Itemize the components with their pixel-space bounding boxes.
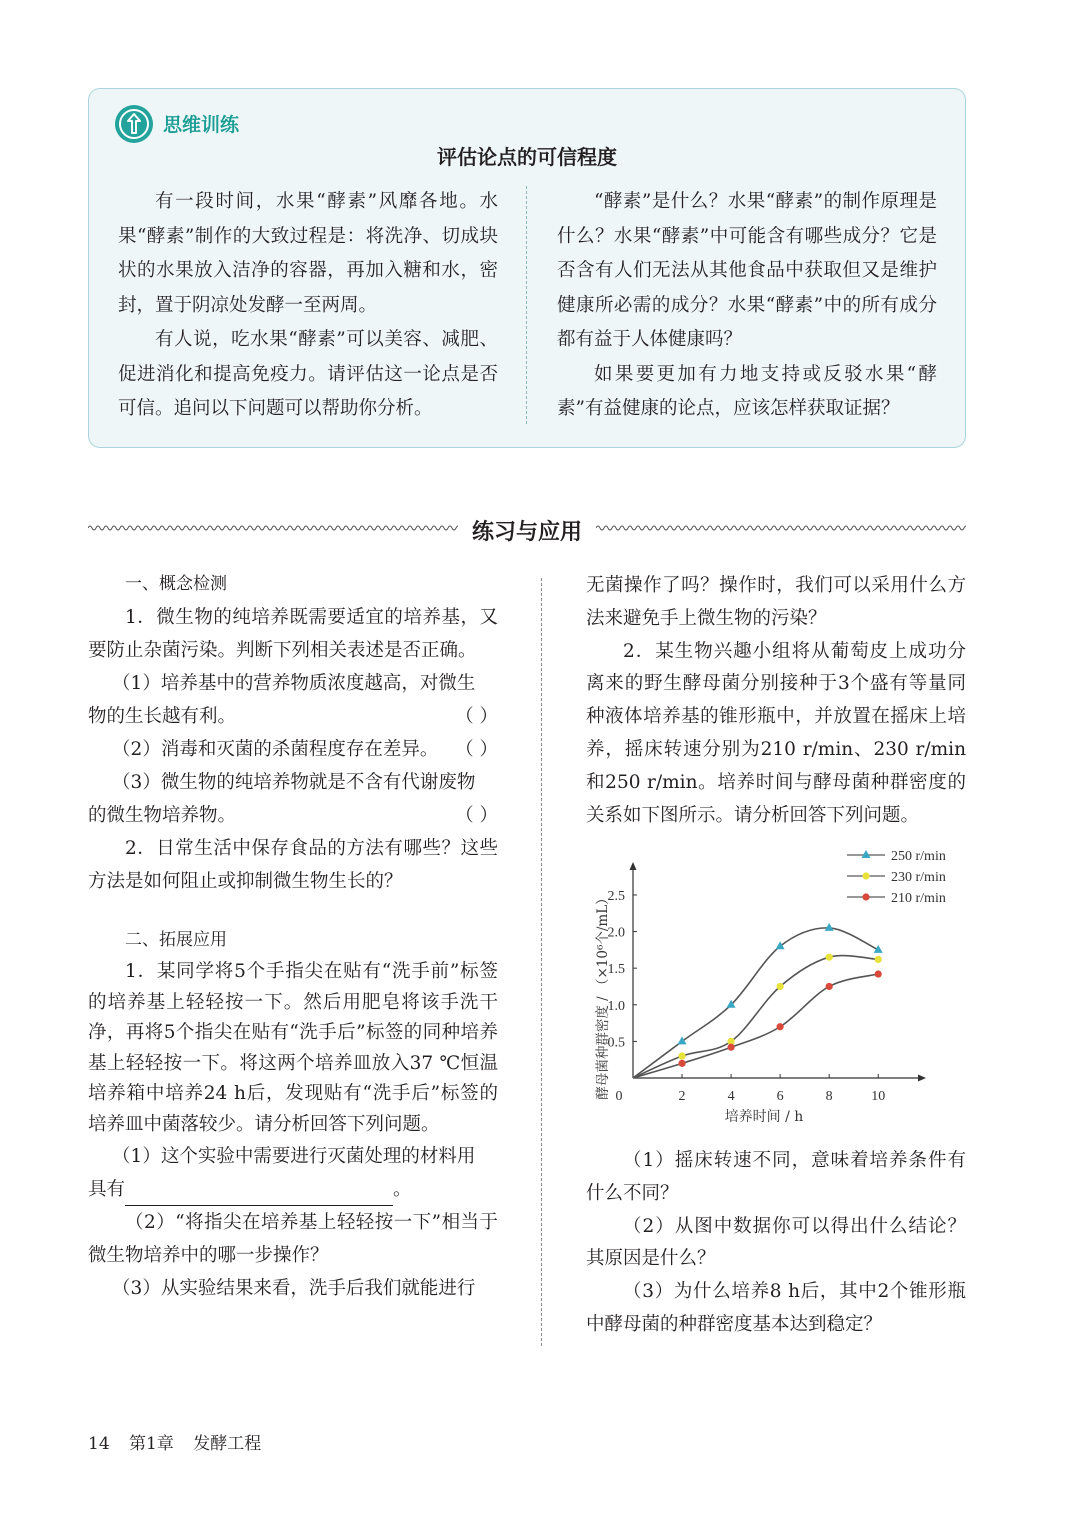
box-title: 评估论点的可信程度 (437, 145, 617, 169)
heading-extended-application: 二、拓展应用 (125, 930, 227, 950)
data-point (678, 1052, 685, 1059)
extended-question-1-3: （3）从实验结果来看，洗手后我们就能进行 (112, 1278, 476, 1299)
lightbulb-icon (115, 105, 153, 143)
box-paragraph: “酵素”是什么？水果“酵素”的制作原理是什么？水果“酵素”中可能含有哪些成分？它是否含有人们无法从其他食品中获取但又是维护健康所必需的成分？水果“酵素”中的所有成分都有益于人体健康吗？ (557, 191, 937, 350)
y-axis-title: 酵母菌种群密度 / （×10⁶个/mL） (595, 891, 611, 1100)
chapter-title: 发酵工程 (193, 1434, 262, 1454)
exercise-left-column (88, 568, 498, 1305)
x-tick-label: 8 (825, 1089, 833, 1104)
data-point (826, 954, 833, 961)
question-1-1: （1）培养基中的营养物质浓度越高，对微生 (112, 673, 476, 694)
page-footer (88, 1429, 275, 1454)
chapter-number: 第1章 (129, 1434, 174, 1454)
box-paragraph: 如果要更加有力地支持或反驳水果“酵素”有益健康的论点，应该怎样获取证据？ (557, 363, 937, 419)
chart-questions (586, 1145, 966, 1342)
extended-question-1-2: （2）“将指尖在培养基上轻轻按一下”相当于微生物培养中的哪一步操作？ (88, 1212, 498, 1266)
x-tick-label: 4 (727, 1089, 735, 1104)
data-point (776, 941, 785, 949)
heading-concept-check: 一、概念检测 (125, 574, 227, 594)
legend-marker (862, 893, 869, 900)
legend-marker (862, 850, 871, 858)
y-tick-label: 2.5 (607, 888, 625, 904)
x-tick-label: 10 (871, 1089, 886, 1104)
legend-marker (862, 872, 869, 879)
data-point (875, 970, 882, 977)
x-axis-arrow (918, 1075, 926, 1082)
data-point (777, 1023, 784, 1030)
box-label: 思维训练 (163, 114, 240, 136)
y-axis-arrow (630, 862, 637, 870)
box-left-column (118, 185, 498, 427)
extended-question-2-3: （3）为什么培养8 h后，其中2个锥形瓶中酵母菌的种群密度基本达到稳定？ (586, 1281, 966, 1335)
column-divider (541, 578, 542, 1346)
legend-label: 230 r/min (891, 870, 946, 885)
question-2: 2．日常生活中保存食品的方法有哪些？这些方法是如何阻止或抑制微生物生长的？ (88, 838, 498, 892)
section-title: 练习与应用 (471, 520, 582, 545)
question-1: 1．微生物的纯培养既需要适宜的培养基，又要防止杂菌污染。判断下列相关表述是否正确。 (88, 607, 498, 661)
x-tick-label: 0 (615, 1089, 623, 1104)
legend-label: 210 r/min (891, 891, 946, 906)
data-point (678, 1060, 685, 1067)
page-number: 14 (88, 1434, 110, 1454)
data-point (678, 1036, 687, 1044)
legend-label: 250 r/min (891, 849, 946, 864)
y-tick-label: 1.5 (607, 962, 625, 978)
extended-question-1: 1．某同学将5个手指尖在贴有“洗手前”标签的培养基上轻轻按一下。然后用肥皂将该手洗干净，再将5个指尖在贴有“洗手后”标签的同种培养基上轻轻按一下。将这两个培养皿放入37 ℃恒温培养箱中培养24 h后，发现贴有“洗手后”标签的培养皿中菌落较少。请分析回答下列问题。 (88, 961, 498, 1135)
x-tick-label: 6 (776, 1089, 784, 1104)
data-point (777, 983, 784, 990)
y-tick-label: 0.5 (607, 1035, 625, 1051)
data-point (826, 983, 833, 990)
growth-chart (585, 838, 970, 1130)
question-1-3-line: 的微生物培养物。 （ ） (88, 799, 498, 832)
continued-text: 无菌操作了吗？操作时，我们可以采用什么方法来避免手上微生物的污染？ (586, 575, 966, 629)
data-point (727, 1044, 734, 1051)
extended-question-2-1: （1）摇床转速不同，意味着培养条件有什么不同？ (586, 1150, 966, 1204)
y-tick-label: 1.0 (607, 998, 625, 1014)
data-point (825, 923, 834, 931)
answer-paren[interactable]: （ ） (455, 739, 498, 760)
box-paragraph: 有一段时间，水果“酵素”风靡各地。水果“酵素”制作的大致过程是：将洗净、切成块状的水果放入洁净的容器，再加入糖和水，密封，置于阴凉处发酵一至两周。 (118, 191, 498, 316)
answer-paren[interactable]: （ ） (455, 706, 498, 727)
question-1-3: （3）微生物的纯培养物就是不含有代谢废物 (112, 772, 476, 793)
series-line (633, 928, 878, 1078)
series-line (633, 974, 878, 1078)
x-tick-label: 2 (678, 1089, 686, 1104)
extended-question-1-1: （1）这个实验中需要进行灭菌处理的材料用 (112, 1146, 476, 1167)
question-1-1-line: 物的生长越有利。 （ ） (88, 700, 498, 733)
box-paragraph: 有人说，吃水果“酵素”可以美容、减肥、促进消化和提高免疫力。请评估这一论点是否可信。追问以下问题可以帮助你分析。 (118, 329, 498, 419)
question-1-2: （2）消毒和灭菌的杀菌程度存在差异。 （ ） (88, 733, 498, 766)
answer-paren[interactable]: （ ） (455, 805, 498, 826)
exercise-right-column (586, 570, 966, 832)
extended-question-2: 2．某生物兴趣小组将从葡萄皮上成功分离来的野生酵母菌分别接种于3个盛有等量同种液体培养基的锥形瓶中，并放置在摇床上培养，摇床转速分别为210 r/min、230 r/min和250 r/min。培养时间与酵母菌种群密度的关系如下图所示。请分析回答下列问题。 (586, 640, 966, 826)
x-axis-title: 培养时间 / h (724, 1109, 804, 1125)
answer-blank[interactable] (125, 1183, 393, 1206)
data-point (875, 956, 882, 963)
box-divider (526, 186, 527, 424)
extended-question-2-2: （2）从图中数据你可以得出什么结论？其原因是什么？ (586, 1215, 966, 1270)
extended-question-1-1-line: 具有 。 (88, 1173, 498, 1206)
box-right-column (557, 185, 937, 427)
y-tick-label: 2.0 (607, 925, 625, 941)
